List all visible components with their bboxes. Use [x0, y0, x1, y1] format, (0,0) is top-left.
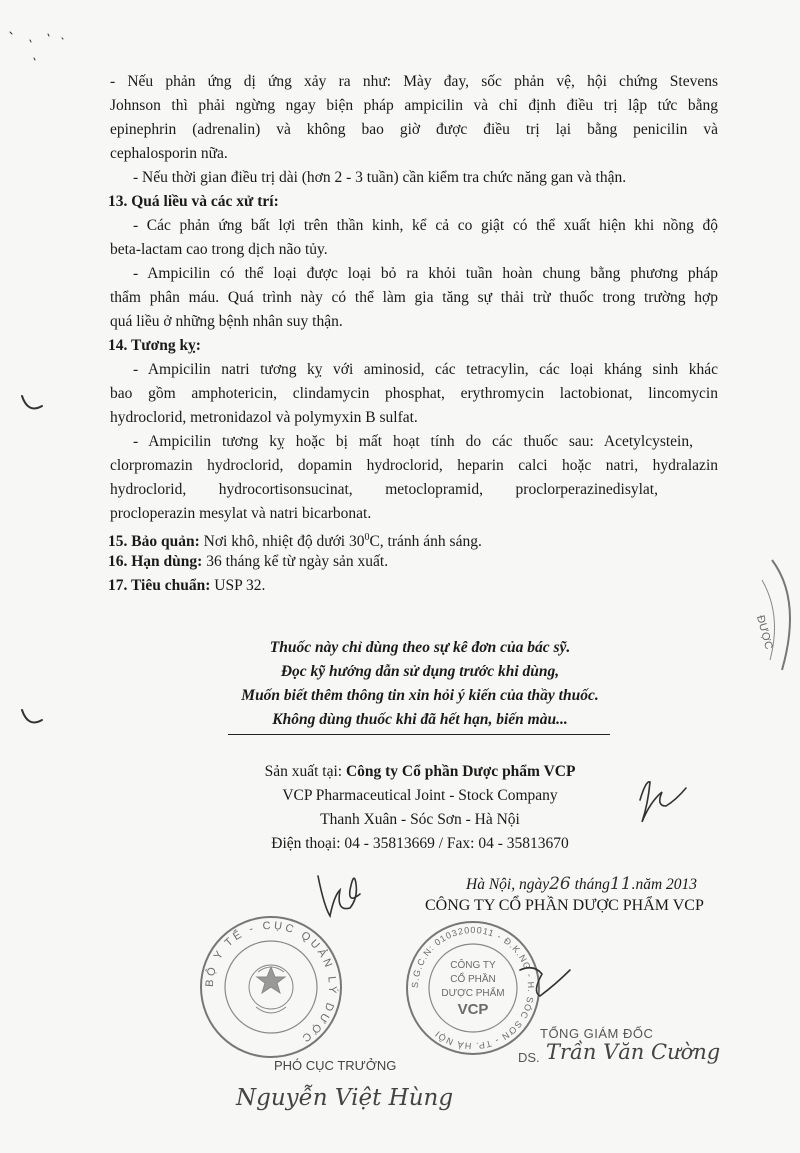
company-stamp-line4: VCP: [457, 1001, 489, 1018]
authority-sign-name: Nguyễn Việt Hùng: [236, 1085, 454, 1111]
manufacturer-phone: Điện thoại: 04 - 35813669 / Fax: 04 - 35813670: [271, 835, 569, 852]
margin-stamp: [754, 560, 790, 670]
body-line: - Ampicilin natri tương kỵ với aminosid, các tetracylin, các loại kháng sinh khác: [133, 361, 718, 378]
date-day: 26: [549, 874, 571, 894]
section-heading-17: 17. Tiêu chuẩn:: [108, 577, 211, 594]
body-line: thẩm phân máu. Quá trình này có thể làm gia tăng sự thải trừ thuốc trong trường hợp: [110, 289, 718, 306]
body-line: quá liều ở những bệnh nhân suy thận.: [110, 313, 343, 330]
ministry-stamp-ring: BỘ Y TẾ - CỤC QUẢN LÝ DƯỢC: [203, 919, 339, 1046]
manufacturer-name: Công ty Cổ phần Dược phẩm VCP: [345, 763, 576, 780]
body-line: - Ampicilin tương kỵ hoặc bị mất hoạt tính do các thuốc sau: Acetylcystein,: [133, 433, 693, 450]
company-sign-prefix: DS.: [518, 1050, 540, 1065]
company-stamp-line3: DƯỢC PHẨM: [441, 988, 505, 999]
storage-text: Nơi khô, nhiệt độ dưới 30: [199, 533, 365, 551]
section-heading-16: 16. Hạn dùng:: [108, 553, 203, 570]
warning-line: Không dùng thuốc khi đã hết hạn, biến màu...: [272, 711, 568, 728]
warning-line: Thuốc này chỉ dùng theo sự kê đơn của bác sỹ.: [269, 639, 571, 656]
section-heading-14: 14. Tương kỵ:: [108, 337, 201, 354]
body-line: Johnson thì phải ngừng ngay biện pháp ampicilin và chỉ định điều trị lập tức bằng: [110, 97, 718, 114]
body-line: - Các phản ứng bất lợi trên thần kinh, kể cả co giật có thể xuất hiện khi nồng độ: [133, 217, 718, 234]
shelf-life-text: 36 tháng kể từ ngày sản xuất.: [202, 553, 389, 570]
section-heading-13: 13. Quá liều và các xử trí:: [108, 193, 279, 210]
company-sign-org: CÔNG TY CỔ PHẦN DƯỢC PHẨM VCP: [425, 897, 704, 914]
date-mid: tháng: [570, 876, 610, 893]
manufacturer-address: Thanh Xuân - Sóc Sơn - Hà Nội: [320, 811, 520, 828]
binding-mark: [22, 396, 42, 408]
body-line: clorpromazin hydroclorid, dopamin hydroclorid, heparin calci hoặc natri, hydralazin: [110, 457, 718, 474]
storage-text-end: C, tránh ánh sáng.: [369, 533, 482, 551]
body-line: - Nếu thời gian điều trị dài (hơn 2 - 3 tuần) cần kiểm tra chức năng gan và thận.: [133, 169, 627, 186]
company-stamp-line1: CÔNG TY: [450, 960, 496, 971]
initials-mark: [318, 876, 360, 916]
signature-scrawl: [520, 968, 570, 996]
warning-line: Muốn biết thêm thông tin xin hỏi ý kiến của thầy thuốc.: [241, 687, 599, 704]
company-stamp-line2: CỔ PHẦN: [450, 974, 496, 985]
manufacturer-english: VCP Pharmaceutical Joint - Stock Company: [282, 787, 558, 804]
body-line: - Ampicilin có thể loại được loại bỏ ra khỏi tuần hoàn chung bằng phương pháp: [133, 265, 718, 282]
authority-sign-title: PHÓ CỤC TRƯỞNG: [274, 1058, 397, 1073]
date-month: 11: [609, 874, 632, 894]
standard-text: USP 32.: [210, 577, 266, 594]
body-line: - Nếu phản ứng dị ứng xảy ra như: Mày đay, sốc phản vệ, hội chứng Stevens: [110, 73, 718, 90]
speck-mark: [10, 32, 63, 60]
body-line: epinephrin (adrenalin) và không bao giờ được điều trị lại bằng penicilin và: [110, 121, 718, 138]
company-sign-name: Trần Văn Cường: [546, 1040, 721, 1064]
body-line: cephalosporin nữa.: [110, 145, 228, 162]
binding-mark: [22, 710, 42, 722]
company-stamp-ring: S.G.C.N: 0103200011 - Đ.K.NG - H. SÓC SƠN - TP. HÀ NỘI: [409, 924, 537, 1052]
body-line: procloperazin mesylat và natri bicarbonat.: [110, 505, 372, 522]
date-prefix: Hà Nội, ngày: [466, 876, 550, 893]
body-line: hydroclorid, hydrocortisonsucinat, metoclopramid, proclorperazinedisylat,: [110, 481, 658, 498]
manufacturer-label: Sản xuất tại:: [264, 763, 346, 780]
body-line: bao gồm amphotericin, clindamycin phosphat, erythromycin lactobionat, lincomycin: [110, 385, 718, 402]
margin-stamp-text: ĐƯỢC: [753, 614, 775, 651]
date-suffix: .năm 2013: [631, 876, 698, 893]
storage-degree: 0: [364, 532, 370, 543]
section-heading-15: 15. Bảo quản:: [108, 533, 200, 551]
company-sign-title: TỔNG GIÁM ĐỐC: [540, 1026, 654, 1041]
warning-line: Đọc kỹ hướng dẫn sử dụng trước khi dùng,: [280, 663, 560, 680]
body-line: hydroclorid, metronidazol và polymyxin B sulfat.: [110, 409, 418, 426]
body-line: beta-lactam cao trong dịch não tủy.: [110, 241, 328, 258]
initials-mark: [640, 782, 686, 822]
